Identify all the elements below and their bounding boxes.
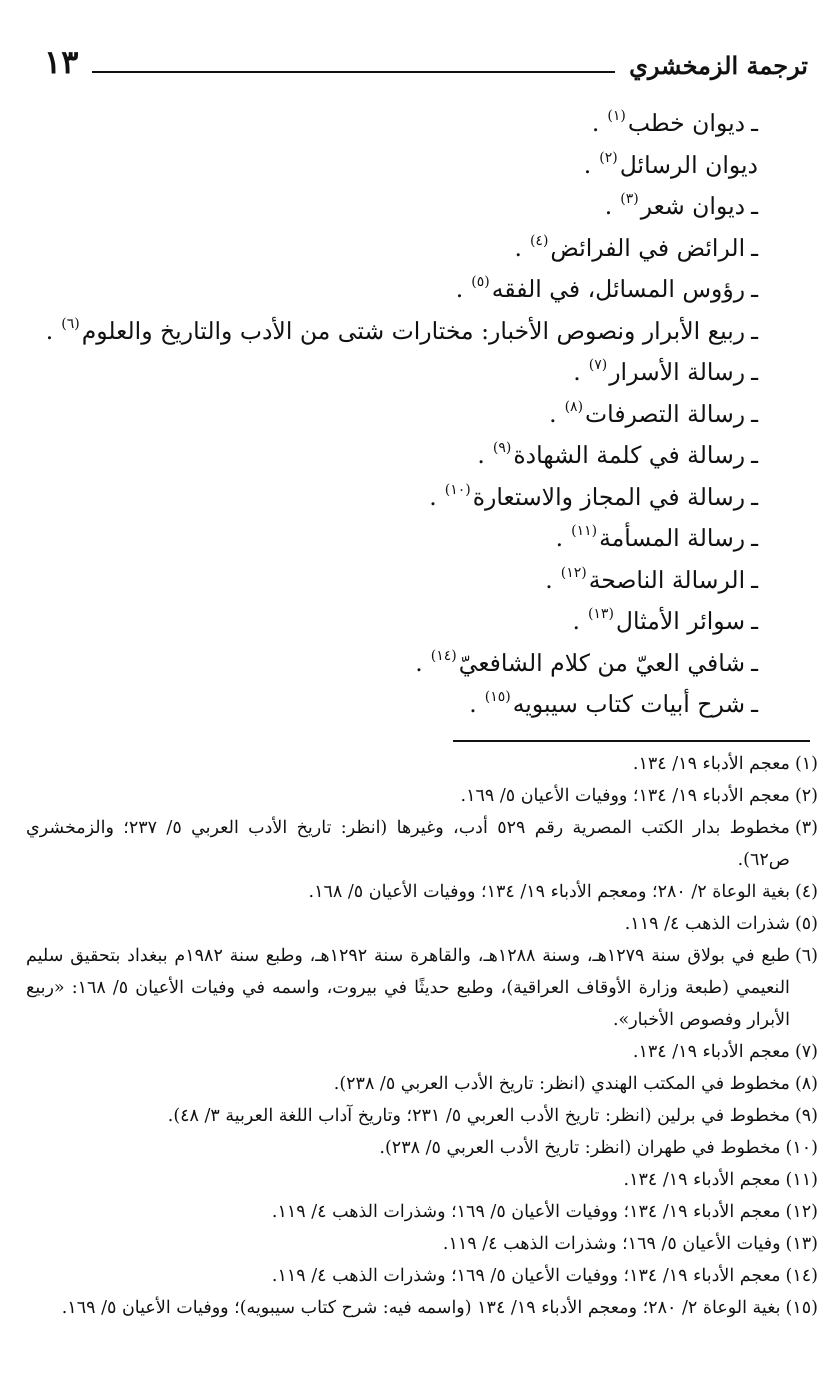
footnote — [26, 780, 818, 812]
work-item — [58, 179, 758, 221]
footnote — [26, 1196, 818, 1228]
footnote-text: معجم الأدباء ١٩/ ١٣٤. — [623, 1170, 781, 1190]
work-title: رسالة المسأمة — [599, 524, 746, 552]
item-dash: ـ — [751, 358, 758, 386]
footnote-number: (١٣) — [785, 1234, 818, 1254]
full-stop: . — [555, 524, 564, 552]
footnote — [26, 940, 818, 1036]
footnote-separator — [453, 740, 810, 742]
footnote-ref: (٦) — [61, 315, 80, 332]
work-title: رسالة التصرفات — [585, 399, 746, 428]
footnote — [26, 1164, 818, 1196]
running-title: ترجمة الزمخشري — [629, 51, 808, 80]
footnote-ref: (١) — [607, 108, 626, 124]
work-item — [58, 138, 758, 180]
footnote-text: معجم الأدباء ١٩/ ١٣٤؛ ووفيات الأعيان ٥/ ١٦٩؛ وشذرات الذهب ٤/ ١١٩. — [271, 1202, 781, 1222]
work-item — [58, 345, 758, 387]
full-stop: . — [572, 607, 580, 635]
footnote-text: معجم الأدباء ١٩/ ١٣٤؛ ووفيات الأعيان ٥/ ١٦٩. — [460, 786, 790, 806]
footnote-number: (٥) — [794, 914, 818, 934]
footnote — [26, 1228, 818, 1260]
footnote-text: معجم الأدباء ١٩/ ١٣٤. — [632, 754, 790, 774]
footnote — [26, 1068, 818, 1100]
item-dash: ـ — [751, 316, 758, 345]
header-rule — [92, 71, 615, 73]
work-item — [58, 221, 758, 263]
work-title: سوائر الأمثال — [615, 607, 746, 635]
footnote-ref: (٩) — [492, 440, 512, 456]
full-stop: . — [514, 233, 522, 262]
footnote-number: (٧) — [794, 1042, 818, 1062]
footnote — [26, 1292, 818, 1324]
footnote-text: معجم الأدباء ١٩/ ١٣٤؛ ووفيات الأعيان ٥/ ١٦٩؛ وشذرات الذهب ٤/ ١١٩. — [271, 1266, 781, 1286]
footnote-text: بغية الوعاة ٢/ ٢٨٠؛ ومعجم الأدباء ١٩/ ١٣٤؛ ووفيات الأعيان ٥/ ١٦٨. — [308, 882, 790, 902]
work-title: شافي العيّ من كلام الشافعيّ — [458, 648, 746, 677]
full-stop: . — [583, 150, 592, 179]
footnote-number: (١٢) — [785, 1202, 818, 1222]
item-dash: ـ — [751, 524, 758, 552]
page-header — [44, 38, 808, 81]
page-number: ١٣ — [44, 43, 79, 81]
item-dash: ـ — [751, 233, 758, 262]
footnote-number: (٦) — [794, 946, 818, 966]
footnote-text: معجم الأدباء ١٩/ ١٣٤. — [632, 1042, 790, 1062]
footnote-number: (٤) — [794, 882, 818, 902]
footnote-ref: (١٣) — [587, 606, 614, 622]
item-dash: ـ — [751, 441, 758, 469]
footnote-ref: (١١) — [571, 523, 598, 539]
work-title: رسالة في كلمة الشهادة — [513, 441, 746, 469]
footnote-text: وفيات الأعيان ٥/ ١٦٩؛ وشذرات الذهب ٤/ ١١٩. — [442, 1234, 781, 1254]
item-dash: ـ — [751, 275, 758, 303]
footnote — [26, 1132, 818, 1164]
footnote-number: (١١) — [785, 1170, 818, 1190]
full-stop: . — [573, 358, 581, 386]
work-item — [45, 304, 758, 346]
work-title: ديوان شعر — [640, 192, 746, 220]
item-dash: ـ — [751, 607, 758, 635]
footnote-text: مخطوط في المكتب الهندي (انظر: تاريخ الأدب العربي ٥/ ٢٣٨). — [333, 1074, 790, 1094]
work-item — [58, 636, 758, 678]
footnotes-list — [26, 748, 818, 1324]
footnote — [26, 748, 818, 780]
item-dash: ـ — [751, 565, 758, 594]
footnote-ref: (٥) — [471, 274, 490, 290]
footnote-ref: (٤) — [529, 232, 549, 249]
work-item — [58, 470, 758, 512]
footnote-text: شذرات الذهب ٤/ ١١٩. — [624, 914, 790, 934]
work-title: ديوان خطب — [627, 109, 746, 137]
work-item — [58, 511, 758, 553]
item-dash: ـ — [751, 690, 758, 718]
work-title: ربيع الأبرار ونصوص الأخبار: مختارات شتى من الأدب والتاريخ والعلوم — [81, 316, 746, 345]
full-stop: . — [45, 316, 54, 345]
work-title: الرائض في الفرائض — [550, 233, 746, 262]
footnote-text: بغية الوعاة ٢/ ٢٨٠؛ ومعجم الأدباء ١٩/ ١٣٤ (واسمه فيه: شرح كتاب سيبويه)؛ ووفيات الأعيان ٥/ ١٦٩. — [61, 1298, 781, 1318]
footnote-number: (٩) — [794, 1106, 818, 1126]
footnote-text: مخطوط في برلين (انظر: تاريخ الأدب العربي ٥/ ٢٣١؛ وتاريخ آداب اللغة العربية ٣/ ٤٨). — [167, 1106, 790, 1126]
work-item — [58, 594, 758, 636]
footnote-number: (٨) — [794, 1074, 818, 1094]
full-stop: . — [591, 109, 600, 137]
full-stop: . — [604, 192, 613, 220]
work-title: رؤوس المسائل، في الفقه — [491, 275, 746, 303]
footnote — [26, 1100, 818, 1132]
full-stop: . — [477, 441, 485, 469]
footnote — [26, 812, 818, 876]
footnote-text: مخطوط بدار الكتب المصرية رقم ٥٢٩ أدب، وغيرها (انظر: تاريخ الأدب العربي ٥/ ٢٣٧؛ والزمخشري ص٦٢). — [26, 818, 790, 870]
footnote-ref: (١٢) — [560, 564, 587, 581]
footnote-ref: (١٤) — [430, 647, 457, 664]
full-stop: . — [415, 648, 423, 677]
work-item — [58, 553, 758, 595]
work-item — [58, 262, 758, 304]
footnote — [26, 876, 818, 908]
work-item — [58, 677, 758, 719]
footnote-text: مخطوط في طهران (انظر: تاريخ الأدب العربي ٥/ ٢٣٨). — [379, 1138, 781, 1158]
work-title: شرح أبيات كتاب سيبويه — [512, 690, 746, 718]
footnote-number: (٣) — [794, 818, 818, 838]
footnote-ref: (٨) — [564, 398, 584, 415]
item-dash: ـ — [751, 109, 758, 137]
full-stop: . — [549, 399, 557, 428]
footnote — [26, 908, 818, 940]
work-title: ديوان الرسائل — [619, 150, 758, 179]
footnote-ref: (١٠) — [444, 481, 471, 498]
item-dash: ـ — [751, 192, 758, 220]
footnote — [26, 1036, 818, 1068]
work-item — [58, 387, 758, 429]
footnote-ref: (٧) — [588, 357, 608, 373]
footnote-number: (١٠) — [785, 1138, 818, 1158]
work-item — [58, 96, 758, 138]
work-title: رسالة الأسرار — [609, 358, 746, 386]
footnote-number: (١) — [794, 754, 818, 774]
footnote — [26, 1260, 818, 1292]
footnote-number: (١٥) — [785, 1298, 818, 1318]
item-dash: ـ — [751, 399, 758, 428]
footnote-ref: (١٥) — [484, 689, 511, 705]
footnote-ref: (٣) — [620, 191, 639, 207]
footnote-text: طبع في بولاق سنة ١٢٧٩هـ، وسنة ١٢٨٨هـ، والقاهرة سنة ١٢٩٢هـ، وطبع سنة ١٩٨٢م ببغداد بتحقيق سليم النعيمي (طبعة وزارة الأوقاف العراقية)، وطبع حديثًا في بيروت، واسمه في وفيات الأعيان ٥/ ١٦٨: «ربيع الأبرار وفصوص الأخبار». — [26, 946, 790, 1030]
work-title: الرسالة الناصحة — [588, 565, 746, 594]
footnote-number: (١٤) — [785, 1266, 818, 1286]
full-stop: . — [545, 565, 553, 594]
footnote-ref: (٢) — [599, 149, 618, 166]
footnote-number: (٢) — [794, 786, 818, 806]
full-stop: . — [455, 275, 464, 303]
work-title: رسالة في المجاز والاستعارة — [472, 482, 746, 511]
item-dash: ـ — [751, 482, 758, 511]
works-list — [45, 96, 758, 719]
item-dash: ـ — [751, 648, 758, 677]
work-item — [58, 428, 758, 470]
full-stop: . — [429, 482, 437, 511]
full-stop: . — [469, 690, 477, 718]
